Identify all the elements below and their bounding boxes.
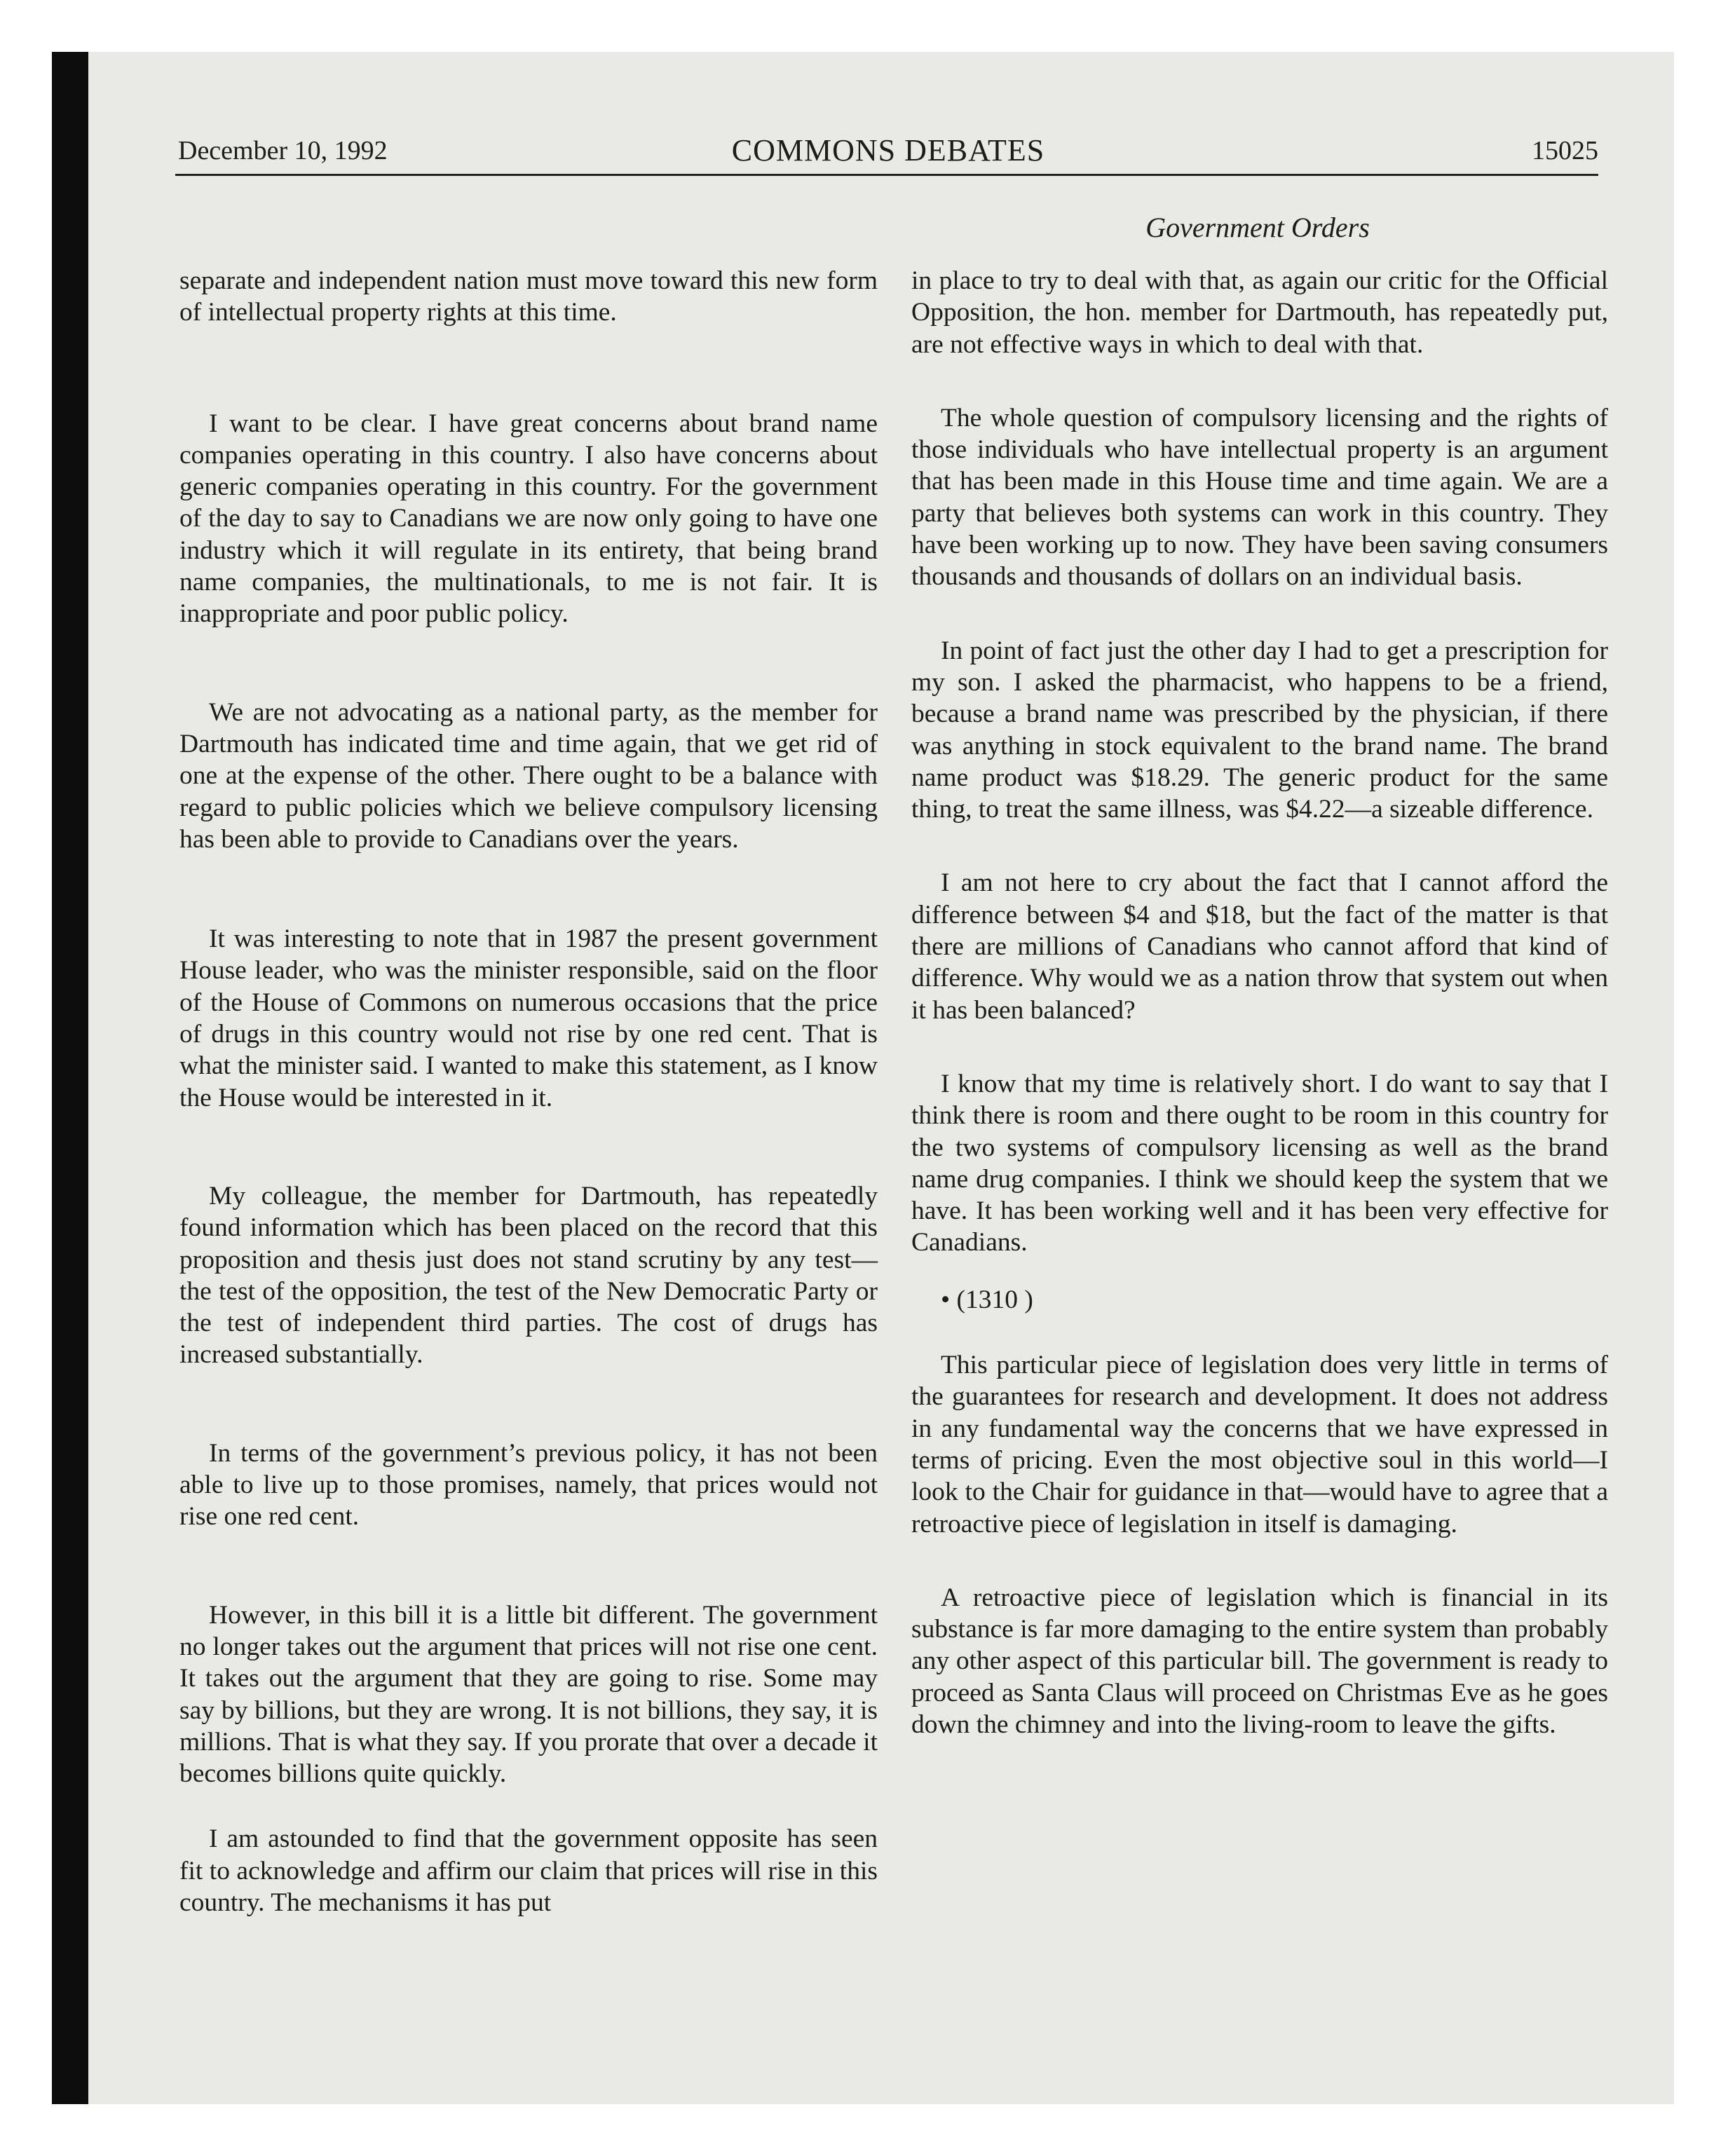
time-marker: • (1310 ) [941, 1285, 1033, 1314]
paragraph: I am astounded to find that the government opposite has seen fit to acknowledge and affirm our claim that prices will rise in this country. The mechanisms it has put [179, 1824, 878, 1917]
paragraph: The whole question of compulsory licensing and the rights of those individuals who have intellectual property is an argument that has been made in this House time and time again. We are a party that believes both systems can work in this country. They have been working up to now. They have been saving consumers thousands and thousands of dollars on an individual basis. [911, 403, 1608, 592]
section-title: Government Orders [1145, 212, 1370, 243]
page-number: 15025 [1532, 136, 1598, 165]
left-column [179, 265, 878, 1918]
paragraph: I am not here to cry about the fact that I cannot afford the difference between $4 and $18, but the fact of the matter is that there are millions of Canadians who cannot afford that kind of difference. Why would we as a nation throw that system out when it has been balanced? [911, 868, 1608, 1025]
right-column [911, 265, 1608, 1740]
paragraph: We are not advocating as a national party, as the member for Dartmouth has indicated time and time again, that we get rid of one at the expense of the other. There ought to be a balance with regard to public policies which we believe compulsory licensing has been able to provide to Canadians over the years. [179, 697, 878, 854]
header-rule [175, 174, 1598, 176]
paragraph: I know that my time is relatively short. I do want to say that I think there is room and there ought to be room in this country for the two systems of compulsory licensing as well as the brand name drug companies. I think we should keep the system that we have. It has been working well and it has been very effective for Canadians. [911, 1069, 1608, 1257]
paragraph: separate and independent nation must move toward this new form of intellectual property rights at this time. [179, 266, 878, 327]
paragraph: A retroactive piece of legislation which is financial in its substance is far more damaging to the entire system than probably any other aspect of this particular bill. The government is ready to proceed as Santa Claus will proceed on Christmas Eve as he goes down the chimney and into the living-room to leave the gifts. [911, 1583, 1608, 1739]
page-header [178, 129, 1598, 175]
publication-title: COMMONS DEBATES [731, 133, 1045, 168]
paragraph: However, in this bill it is a little bit different. The government no longer takes out the argument that prices will not rise one cent. It takes out the argument that they are going to rise. Some may say by billions, but they are wrong. It is not billions, they say, it is millions. That is what they say. If you prorate that over a decade it becomes billions quite quickly. [179, 1600, 878, 1789]
scan-binding-edge [52, 52, 88, 2104]
paragraph: This particular piece of legislation does very little in terms of the guarantees for research and development. It does not address in any fundamental way the concerns that we have expressed in terms of pricing. Even the most objective soul in this world—I look to the Chair for guidance in that—would have to agree that a retroactive piece of legislation in itself is damaging. [911, 1351, 1608, 1538]
header-date: December 10, 1992 [178, 136, 388, 165]
paragraph: In terms of the government’s previous policy, it has not been able to live up to those promises, namely, that prices would not rise one red cent. [179, 1438, 878, 1531]
paragraph: I want to be clear. I have great concerns about brand name companies operating in this country. I also have concerns about generic companies operating in this country. For the government of the day to say to Canadians we are now only going to have one industry which it will regulate in its entirety, that being brand name companies, the multinationals, to me is not fair. It is inappropriate and poor public policy. [179, 409, 878, 629]
paragraph: It was interesting to note that in 1987 the present government House leader, who was the minister responsible, said on the floor of the House of Commons on numerous occasions that the price of drugs in this country would not rise by one red cent. That is what the minister said. I wanted to make this statement, as I know the House would be interested in it. [179, 925, 878, 1112]
paragraph: in place to try to deal with that, as again our critic for the Official Opposition, the hon. member for Dartmouth, has repeatedly put, are not effective ways in which to deal with that. [911, 266, 1608, 359]
paragraph: My colleague, the member for Dartmouth, has repeatedly found information which has been placed on the record that this proposition and thesis just does not stand scrutiny by any test—the test of the opposition, the test of the New Democratic Party or the test of independent third parties. The cost of drugs has increased substantially. [179, 1181, 878, 1370]
paragraph: In point of fact just the other day I had to get a prescription for my son. I asked the pharmacist, who happens to be a friend, because a brand name was prescribed by the physician, if there was anything in stock equivalent to the brand name. The brand name product was $18.29. The generic product for the same thing, to treat the same illness, was $4.22—a sizeable difference. [911, 636, 1608, 824]
